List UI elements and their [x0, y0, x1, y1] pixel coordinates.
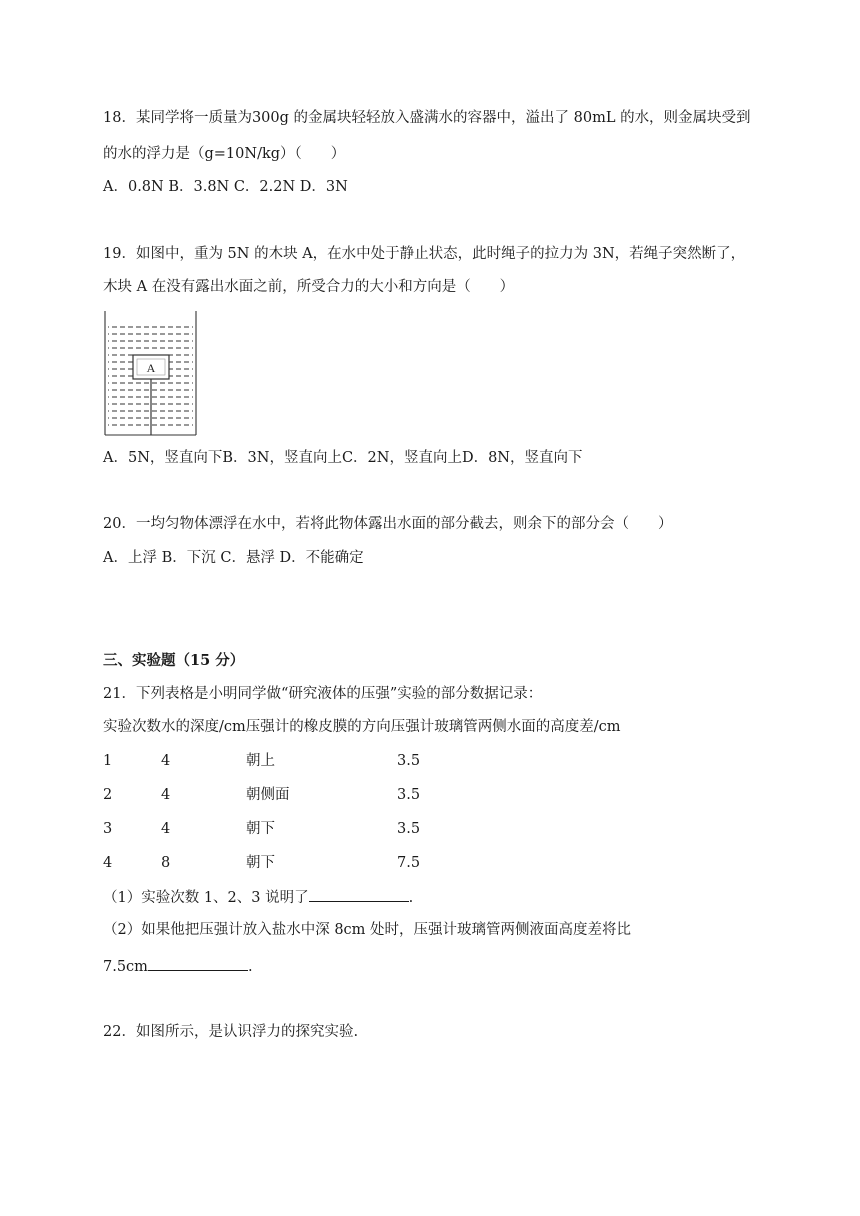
q18-options: A．0.8N B．3.8N C．2.2N D．3N: [103, 179, 348, 195]
q20-line1: 20．一均匀物体漂浮在水中，若将此物体露出水面的部分截去，则余下的部分会（ ）: [103, 516, 673, 532]
table-cell-direction: 朝下: [246, 855, 275, 871]
table-cell-height: 3.5: [397, 787, 421, 803]
section-title: 三、实验题（15 分）: [103, 652, 245, 669]
table-cell-depth: 4: [161, 821, 171, 837]
q21-sub1-end: .: [408, 890, 414, 906]
table-cell-depth: 8: [161, 855, 171, 871]
q19-line1: 19．如图中，重为 5N 的木块 A，在水中处于静止状态，此时绳子的拉力为 3N，若绳子突然断了，: [103, 246, 746, 262]
table-cell-depth: 4: [161, 787, 171, 803]
q21-sub2-end: .: [247, 959, 253, 975]
table-cell-trial: 3: [103, 821, 113, 837]
q19-options: A．5N，竖直向下B．3N，竖直向上C．2N，竖直向上D．8N，竖直向下: [103, 450, 583, 466]
table-cell-trial: 2: [103, 787, 113, 803]
q21-sub1: [103, 886, 413, 908]
block-a-label: A: [146, 361, 156, 375]
q21-sub2-line2: [103, 955, 253, 977]
q21-sub2-text: 7.5cm: [103, 959, 148, 975]
q22-line1: 22．如图所示，是认识浮力的探究实验.: [103, 1024, 359, 1040]
table-cell-depth: 4: [161, 753, 171, 769]
table-cell-height: 7.5: [397, 855, 421, 871]
q19-line2: 木块 A 在没有露出水面之前，所受合力的大小和方向是（ ）: [103, 279, 515, 295]
table-cell-direction: 朝侧面: [246, 787, 290, 803]
q21-table-header: 实验次数水的深度/cm压强计的橡皮膜的方向压强计玻璃管两侧水面的高度差/cm: [103, 719, 621, 735]
table-cell-height: 3.5: [397, 753, 421, 769]
answer-blank-1[interactable]: [309, 886, 409, 902]
q18-line1: 18．某同学将一质量为300g 的金属块轻轻放入盛满水的容器中，溢出了 80mL 的水，则金属块受到: [103, 110, 751, 126]
table-cell-height: 3.5: [397, 821, 421, 837]
q21-line1: 21．下列表格是小明同学做“研究液体的压强”实验的部分数据记录：: [103, 686, 543, 702]
q21-sub2-line1: （2）如果他把压强计放入盐水中深 8cm 处时，压强计玻璃管两侧液面高度差将比: [103, 922, 632, 938]
q18-line2: 的水的浮力是（g=10N/kg）（ ）: [103, 146, 346, 162]
table-cell-trial: 4: [103, 855, 113, 871]
table-cell-trial: 1: [103, 753, 113, 769]
q21-sub1-text: （1）实验次数 1、2、3 说明了: [103, 890, 309, 906]
q20-options: A．上浮 B．下沉 C．悬浮 D．不能确定: [103, 550, 364, 566]
table-cell-direction: 朝下: [246, 821, 275, 837]
water-tank-figure: [103, 311, 199, 437]
table-cell-direction: 朝上: [246, 753, 275, 769]
answer-blank-2[interactable]: [148, 955, 248, 971]
